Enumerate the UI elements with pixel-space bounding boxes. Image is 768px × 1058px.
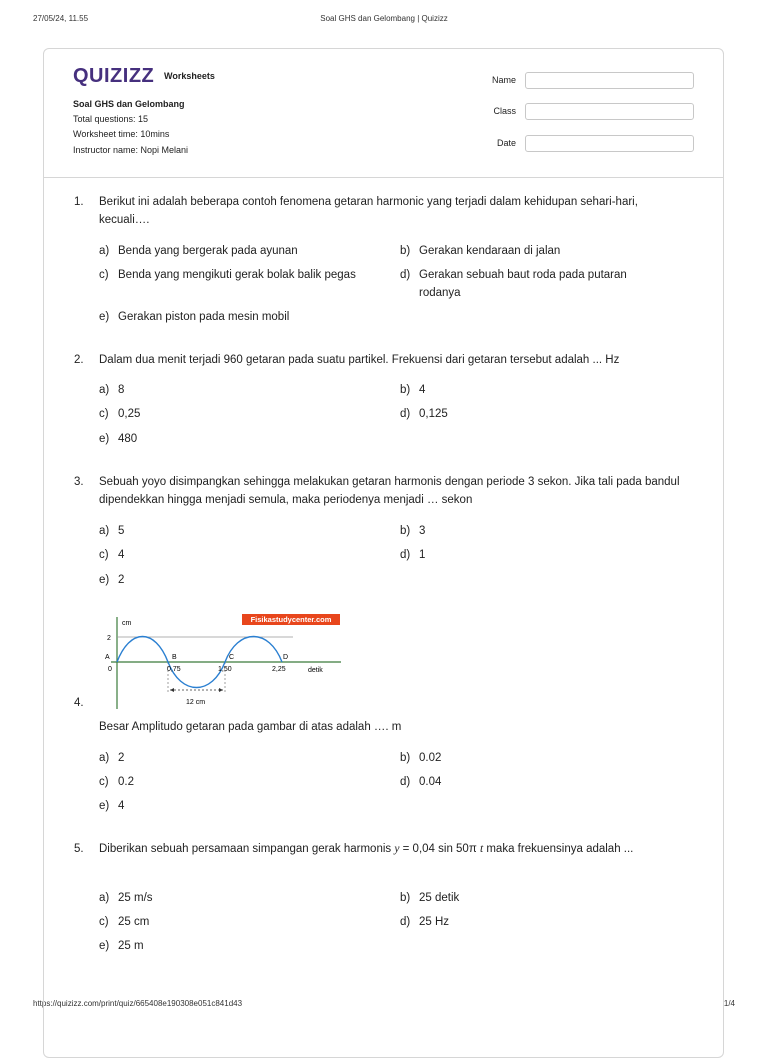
option-d[interactable]: d) 1 (400, 549, 426, 561)
option-d[interactable]: d) 0.04 (400, 776, 442, 788)
option-b[interactable]: b) 25 detik (400, 892, 460, 904)
option-e[interactable]: e) 2 (99, 574, 125, 586)
date-label: Date (496, 138, 516, 148)
print-datetime: 27/05/24, 11.55 (33, 14, 89, 23)
option-b[interactable]: b) 4 (400, 384, 426, 396)
option-e[interactable]: e) 25 m (99, 940, 144, 952)
option-a[interactable]: a) 2 (99, 752, 125, 764)
x-unit-label: detik (308, 667, 323, 674)
question-5-text: Diberikan sebuah persamaan simpangan gerak harmonis y = 0,04 sin 50π t maka frekuensinya adalah ... (99, 843, 634, 855)
option-a[interactable]: a) 5 (99, 525, 125, 537)
name-field[interactable] (525, 72, 694, 89)
question-number: 2. (74, 354, 84, 366)
worksheets-label: Worksheets (164, 71, 215, 81)
option-b[interactable]: b) 3 (400, 525, 426, 537)
point-a-label: A (105, 654, 110, 661)
option-b[interactable]: b) Gerakan kendaraan di jalan (400, 245, 561, 257)
question-number: 3. (74, 476, 84, 488)
question-4-text: Besar Amplitudo getaran pada gambar di atas adalah …. m (99, 721, 402, 733)
point-b-label: B (172, 654, 177, 661)
option-a[interactable]: a) Benda yang bergerak pada ayunan (99, 245, 298, 257)
quiz-title: Soal GHS dan Gelombang (73, 99, 185, 109)
option-c[interactable]: c) 0.2 (99, 776, 134, 788)
question-number: 5. (74, 843, 84, 855)
worksheet-time: Worksheet time: 10mins (73, 129, 170, 139)
option-e[interactable]: e) Gerakan piston pada mesin mobil (99, 311, 290, 323)
total-questions: Total questions: 15 (73, 114, 149, 124)
option-c[interactable]: c) 4 (99, 549, 125, 561)
option-c[interactable]: c) 25 cm (99, 916, 150, 928)
question-number: 1. (74, 196, 84, 208)
variable-t: t (479, 843, 484, 855)
option-d[interactable]: d) 0,125 (400, 408, 448, 420)
option-d[interactable]: d) 25 Hz (400, 916, 450, 928)
print-page-number: 1/4 (723, 999, 735, 1008)
option-a[interactable]: a) 25 m/s (99, 892, 153, 904)
print-page-title: Soal GHS dan Gelombang | Quizizz (320, 14, 448, 23)
name-label: Name (491, 75, 516, 85)
print-header (33, 14, 735, 23)
x-tick-3: 2,25 (272, 666, 286, 673)
option-d[interactable]: d) Gerakan sebuah baut roda pada putaran rodanya (400, 269, 627, 299)
question-1-text: Berikut ini adalah beberapa contoh fenomena getaran harmonic yang terjadi dalam kehidupan sehari-hari, kecuali…. (99, 196, 638, 226)
question-number: 4. (74, 697, 84, 709)
question-3-text: Sebuah yoyo disimpangkan sehingga melakukan getaran harmonis dengan periode 3 sekon. Jika tali pada bandul dipendekkan hingga menjadi semula, maka periodenya menjadi … sekon (99, 476, 680, 506)
worksheet-header (44, 49, 723, 178)
class-field[interactable] (525, 103, 694, 120)
wave-figure (97, 611, 347, 711)
option-e[interactable]: e) 4 (99, 800, 125, 812)
y-unit-label: cm (122, 620, 132, 627)
option-c[interactable]: c) 0,25 (99, 408, 141, 420)
option-a[interactable]: a) 8 (99, 384, 125, 396)
x-tick-1: 0,75 (167, 666, 181, 673)
point-d-label: D (283, 654, 289, 661)
span-label: 12 cm (186, 699, 206, 706)
date-field[interactable] (525, 135, 694, 152)
instructor-name: Instructor name: Nopi Melani (73, 145, 189, 155)
print-url[interactable]: https://quizizz.com/print/quiz/665408e190308e051c841d43 (33, 999, 243, 1008)
x-tick-2: 1,50 (218, 666, 232, 673)
option-e[interactable]: e) 480 (99, 433, 138, 445)
point-c-label: C (229, 654, 235, 661)
class-label: Class (493, 106, 516, 116)
watermark-text: Fisikastudycenter.com (250, 615, 332, 624)
option-b[interactable]: b) 0.02 (400, 752, 442, 764)
option-c[interactable]: c) Benda yang mengikuti gerak bolak balik pegas (99, 269, 356, 281)
question-2-text: Dalam dua menit terjadi 960 getaran pada suatu partikel. Frekuensi dari getaran tersebut adalah ... Hz (99, 354, 620, 366)
origin-label: 0 (108, 666, 112, 673)
variable-y: y (394, 843, 400, 855)
y-tick-label: 2 (107, 635, 111, 642)
quizizz-logo: QUIZIZZ (73, 65, 155, 87)
